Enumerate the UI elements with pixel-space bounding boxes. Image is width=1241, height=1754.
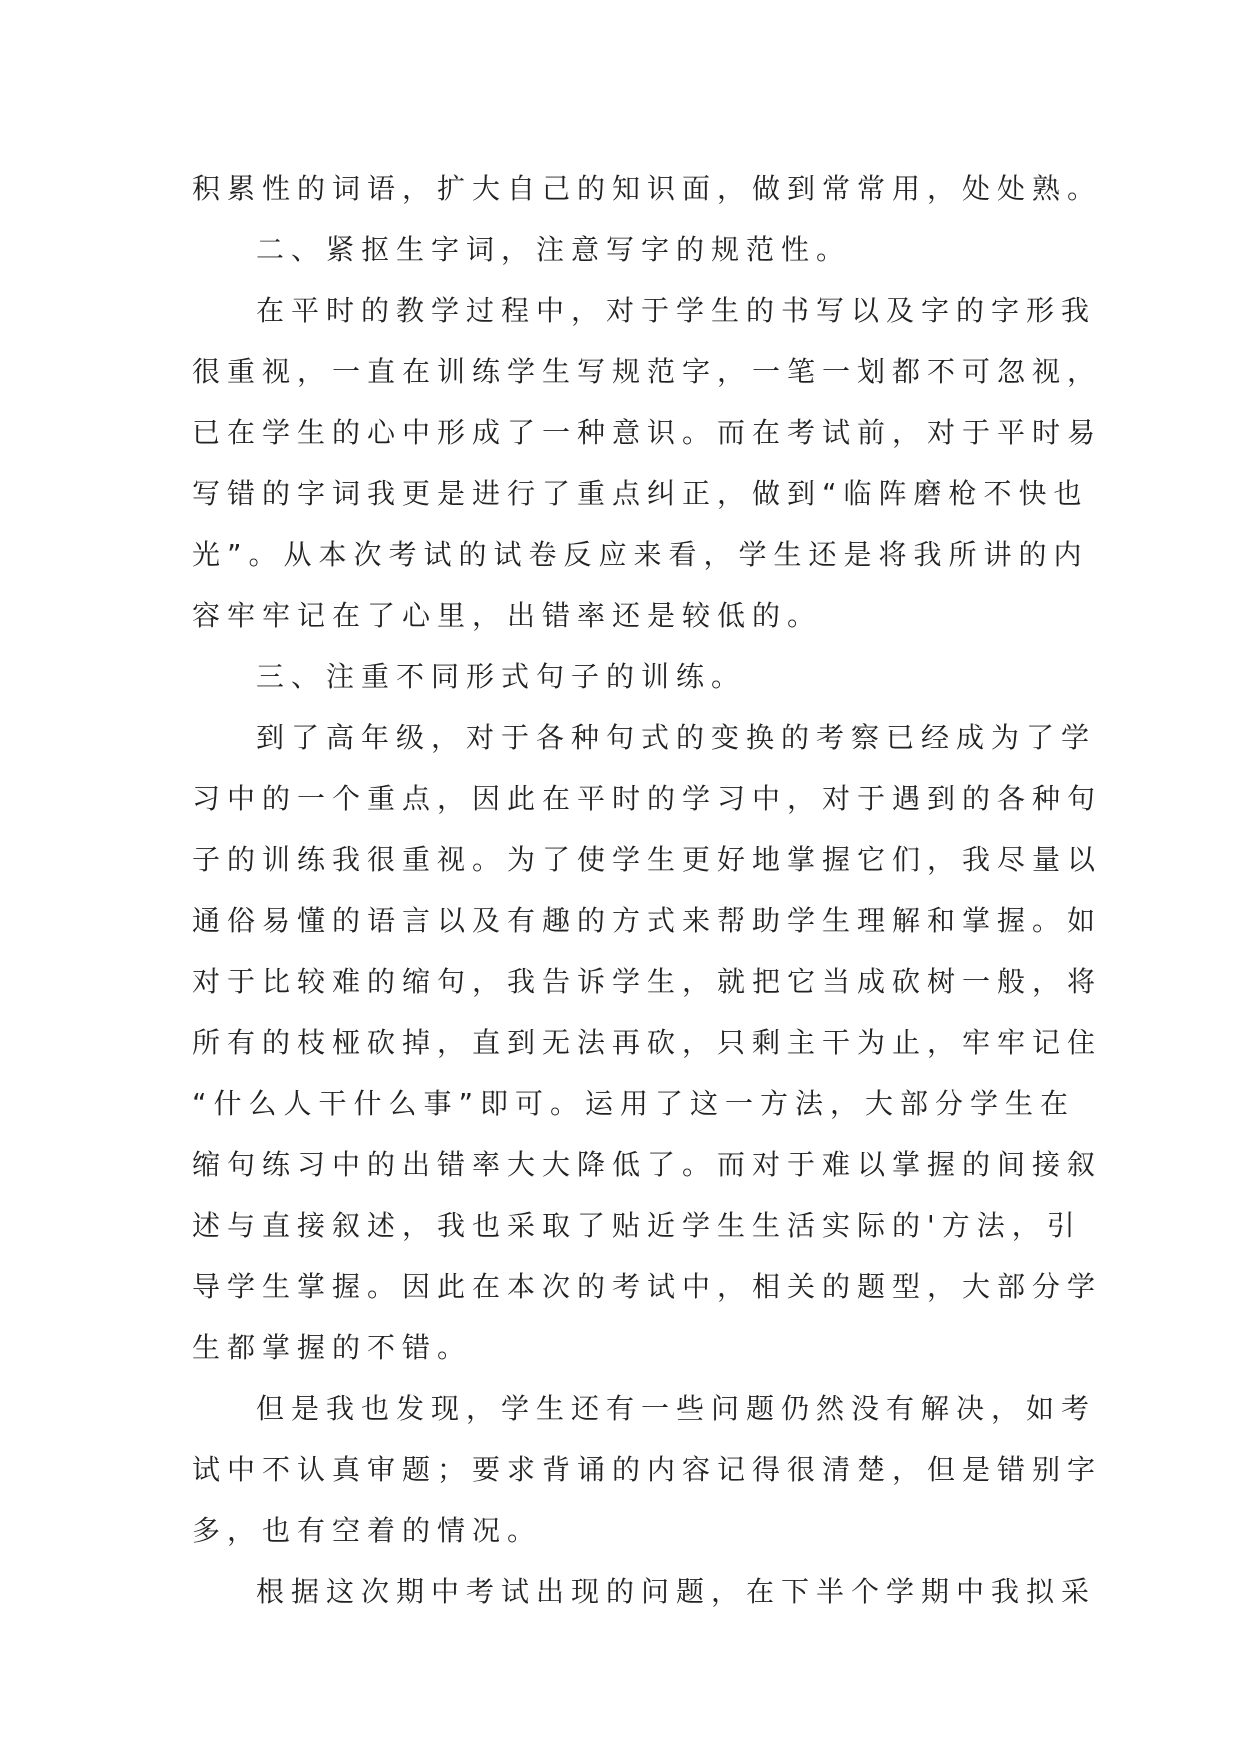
text-line-19: 导学生掌握。因此在本次的考试中，相关的题型，大部分学 <box>192 1270 1103 1303</box>
text-line-5: 已在学生的心中形成了一种意识。而在考试前，对于平时易 <box>192 416 1103 449</box>
text-line-21: 但是我也发现，学生还有一些问题仍然没有解决，如考 <box>256 1392 1097 1425</box>
text-line-7: 光”。从本次考试的试卷反应来看，学生还是将我所讲的内 <box>192 538 1089 571</box>
text-line-13: 通俗易懂的语言以及有趣的方式来帮助学生理解和掌握。如 <box>192 904 1103 937</box>
text-line-10: 到了高年级，对于各种句式的变换的考察已经成为了学 <box>256 721 1097 754</box>
section-heading-3: 三、注重不同形式句子的训练。 <box>256 660 747 693</box>
text-line-16: “什么人干什么事”即可。运用了这一方法，大部分学生在 <box>192 1087 1076 1120</box>
text-line-12: 子的训练我很重视。为了使学生更好地掌握它们，我尽量以 <box>192 843 1103 876</box>
document-body <box>192 158 1103 1622</box>
text-line-20: 生都掌握的不错。 <box>192 1331 473 1364</box>
text-line-8: 容牢牢记在了心里，出错率还是较低的。 <box>192 599 823 632</box>
text-line-17: 缩句练习中的出错率大大降低了。而对于难以掌握的间接叙 <box>192 1148 1103 1181</box>
text-line-24: 根据这次期中考试出现的问题，在下半个学期中我拟采 <box>256 1575 1097 1608</box>
section-heading-2: 二、紧抠生字词，注意写字的规范性。 <box>256 233 852 266</box>
text-line-15: 所有的枝桠砍掉，直到无法再砍，只剩主干为止，牢牢记住 <box>192 1026 1103 1059</box>
text-line-18: 述与直接叙述，我也采取了贴近学生生活实际的'方法，引 <box>192 1209 1082 1242</box>
text-line-3: 在平时的教学过程中，对于学生的书写以及字的字形我 <box>256 294 1097 327</box>
text-line-1: 积累性的词语，扩大自己的知识面，做到常常用，处处熟。 <box>192 172 1103 205</box>
text-line-22: 试中不认真审题；要求背诵的内容记得很清楚，但是错别字 <box>192 1453 1103 1486</box>
text-line-14: 对于比较难的缩句，我告诉学生，就把它当成砍树一般，将 <box>192 965 1103 998</box>
text-line-6: 写错的字词我更是进行了重点纠正，做到“临阵磨枪不快也 <box>192 477 1089 510</box>
text-line-23: 多，也有空着的情况。 <box>192 1514 543 1547</box>
text-line-4: 很重视，一直在训练学生写规范字，一笔一划都不可忽视， <box>192 355 1103 388</box>
text-line-11: 习中的一个重点，因此在平时的学习中，对于遇到的各种句 <box>192 782 1103 815</box>
